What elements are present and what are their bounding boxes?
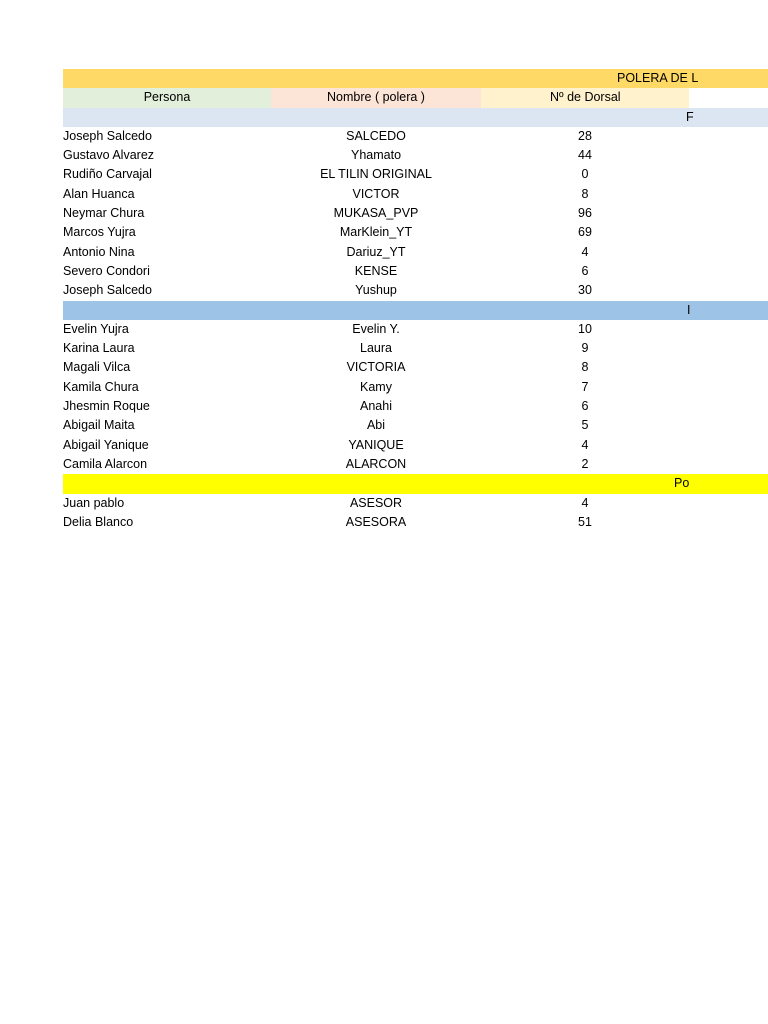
cell-persona: Severo Condori: [63, 263, 150, 278]
table-row: [63, 223, 768, 242]
cell-persona: Joseph Salcedo: [63, 283, 152, 298]
cell-persona: Abigail Maita: [63, 418, 135, 433]
table-row: [63, 378, 768, 397]
table-row: [63, 243, 768, 262]
cell-dorsal: 7: [581, 379, 589, 394]
cell-nombre: YANIQUE: [348, 437, 404, 452]
cell-nombre: ASESORA: [345, 514, 407, 529]
cell-persona: Kamila Chura: [63, 379, 139, 394]
table-row: [63, 127, 768, 146]
cell-persona: Evelin Yujra: [63, 321, 129, 336]
cell-persona: Marcos Yujra: [63, 225, 136, 240]
cell-persona: Gustavo Alvarez: [63, 148, 155, 163]
cell-nombre: SALCEDO: [346, 128, 406, 143]
header-nombre: Nombre ( polera ): [271, 88, 481, 107]
cell-nombre: ASESOR: [349, 495, 403, 510]
cell-nombre: KENSE: [354, 263, 398, 278]
cell-persona: Rudiño Carvajal: [63, 167, 152, 182]
cell-dorsal: 96: [578, 206, 592, 221]
section-label-f: F: [686, 109, 694, 124]
cell-dorsal: 6: [581, 263, 589, 278]
table-row: [63, 513, 768, 532]
cell-persona: Antonio Nina: [63, 244, 135, 259]
table-row: [63, 165, 768, 184]
cell-persona: Joseph Salcedo: [63, 128, 152, 143]
cell-persona: Camila Alarcon: [63, 456, 148, 471]
cell-dorsal: 30: [578, 283, 592, 298]
section-band-p: [63, 474, 768, 493]
cell-persona: Delia Blanco: [63, 514, 134, 529]
spreadsheet-sheet: [63, 69, 768, 532]
cell-nombre: Laura: [360, 341, 392, 356]
cell-dorsal: 4: [581, 437, 589, 452]
header-row: [63, 88, 768, 107]
sheet-title: POLERA DE L: [617, 71, 699, 85]
group-i-rows: [63, 320, 768, 474]
cell-dorsal: 9: [581, 341, 589, 356]
cell-nombre: Yushup: [355, 283, 397, 298]
cell-nombre: Anahi: [360, 399, 392, 414]
table-row: [63, 204, 768, 223]
cell-persona: Jhesmin Roque: [63, 399, 150, 414]
group-p-rows: [63, 494, 768, 533]
cell-dorsal: 4: [581, 244, 589, 259]
table-row: [63, 320, 768, 339]
cell-dorsal: 0: [581, 167, 589, 182]
cell-nombre: MUKASA_PVP: [333, 206, 419, 221]
cell-dorsal: 8: [581, 186, 589, 201]
table-row: [63, 455, 768, 474]
cell-dorsal: 5: [581, 418, 589, 433]
table-row: [63, 339, 768, 358]
cell-dorsal: 4: [581, 495, 589, 510]
cell-dorsal: 51: [578, 514, 592, 529]
cell-persona: Abigail Yanique: [63, 437, 149, 452]
cell-nombre: Abi: [366, 418, 386, 433]
table-row: [63, 416, 768, 435]
cell-dorsal: 10: [578, 321, 592, 336]
table-row: [63, 185, 768, 204]
cell-dorsal: 2: [581, 456, 589, 471]
cell-dorsal: 44: [578, 148, 592, 163]
cell-dorsal: 28: [578, 128, 592, 143]
cell-nombre: MarKlein_YT: [339, 225, 413, 240]
title-row: [63, 69, 768, 88]
cell-persona: Juan pablo: [63, 495, 125, 510]
cell-persona: Magali Vilca: [63, 360, 131, 375]
cell-nombre: VICTOR: [352, 186, 400, 201]
table-row: [63, 494, 768, 513]
table-row: [63, 262, 768, 281]
cell-nombre: ALARCON: [345, 456, 407, 471]
cell-nombre: Kamy: [360, 379, 392, 394]
cell-persona: Neymar Chura: [63, 206, 145, 221]
table-row: [63, 397, 768, 416]
group-f-rows: [63, 127, 768, 301]
cell-nombre: VICTORIA: [346, 360, 406, 375]
table-row: [63, 436, 768, 455]
cell-nombre: Dariuz_YT: [346, 244, 406, 259]
section-label-i: I: [687, 302, 691, 317]
section-band-f: [63, 108, 768, 127]
section-label-p: Po: [674, 476, 690, 491]
cell-nombre: Evelin Y.: [352, 321, 400, 336]
cell-dorsal: 69: [578, 225, 592, 240]
cell-persona: Alan Huanca: [63, 186, 135, 201]
table-row: [63, 146, 768, 165]
cell-nombre: Yhamato: [350, 148, 402, 163]
cell-dorsal: 6: [581, 399, 589, 414]
cell-dorsal: 8: [581, 360, 589, 375]
table-row: [63, 281, 768, 300]
cell-persona: Karina Laura: [63, 341, 135, 356]
table-row: [63, 358, 768, 377]
header-dorsal: Nº de Dorsal: [481, 88, 689, 107]
header-persona: Persona: [63, 88, 271, 107]
cell-nombre: EL TILIN ORIGINAL: [320, 167, 432, 182]
section-band-i: [63, 301, 768, 320]
